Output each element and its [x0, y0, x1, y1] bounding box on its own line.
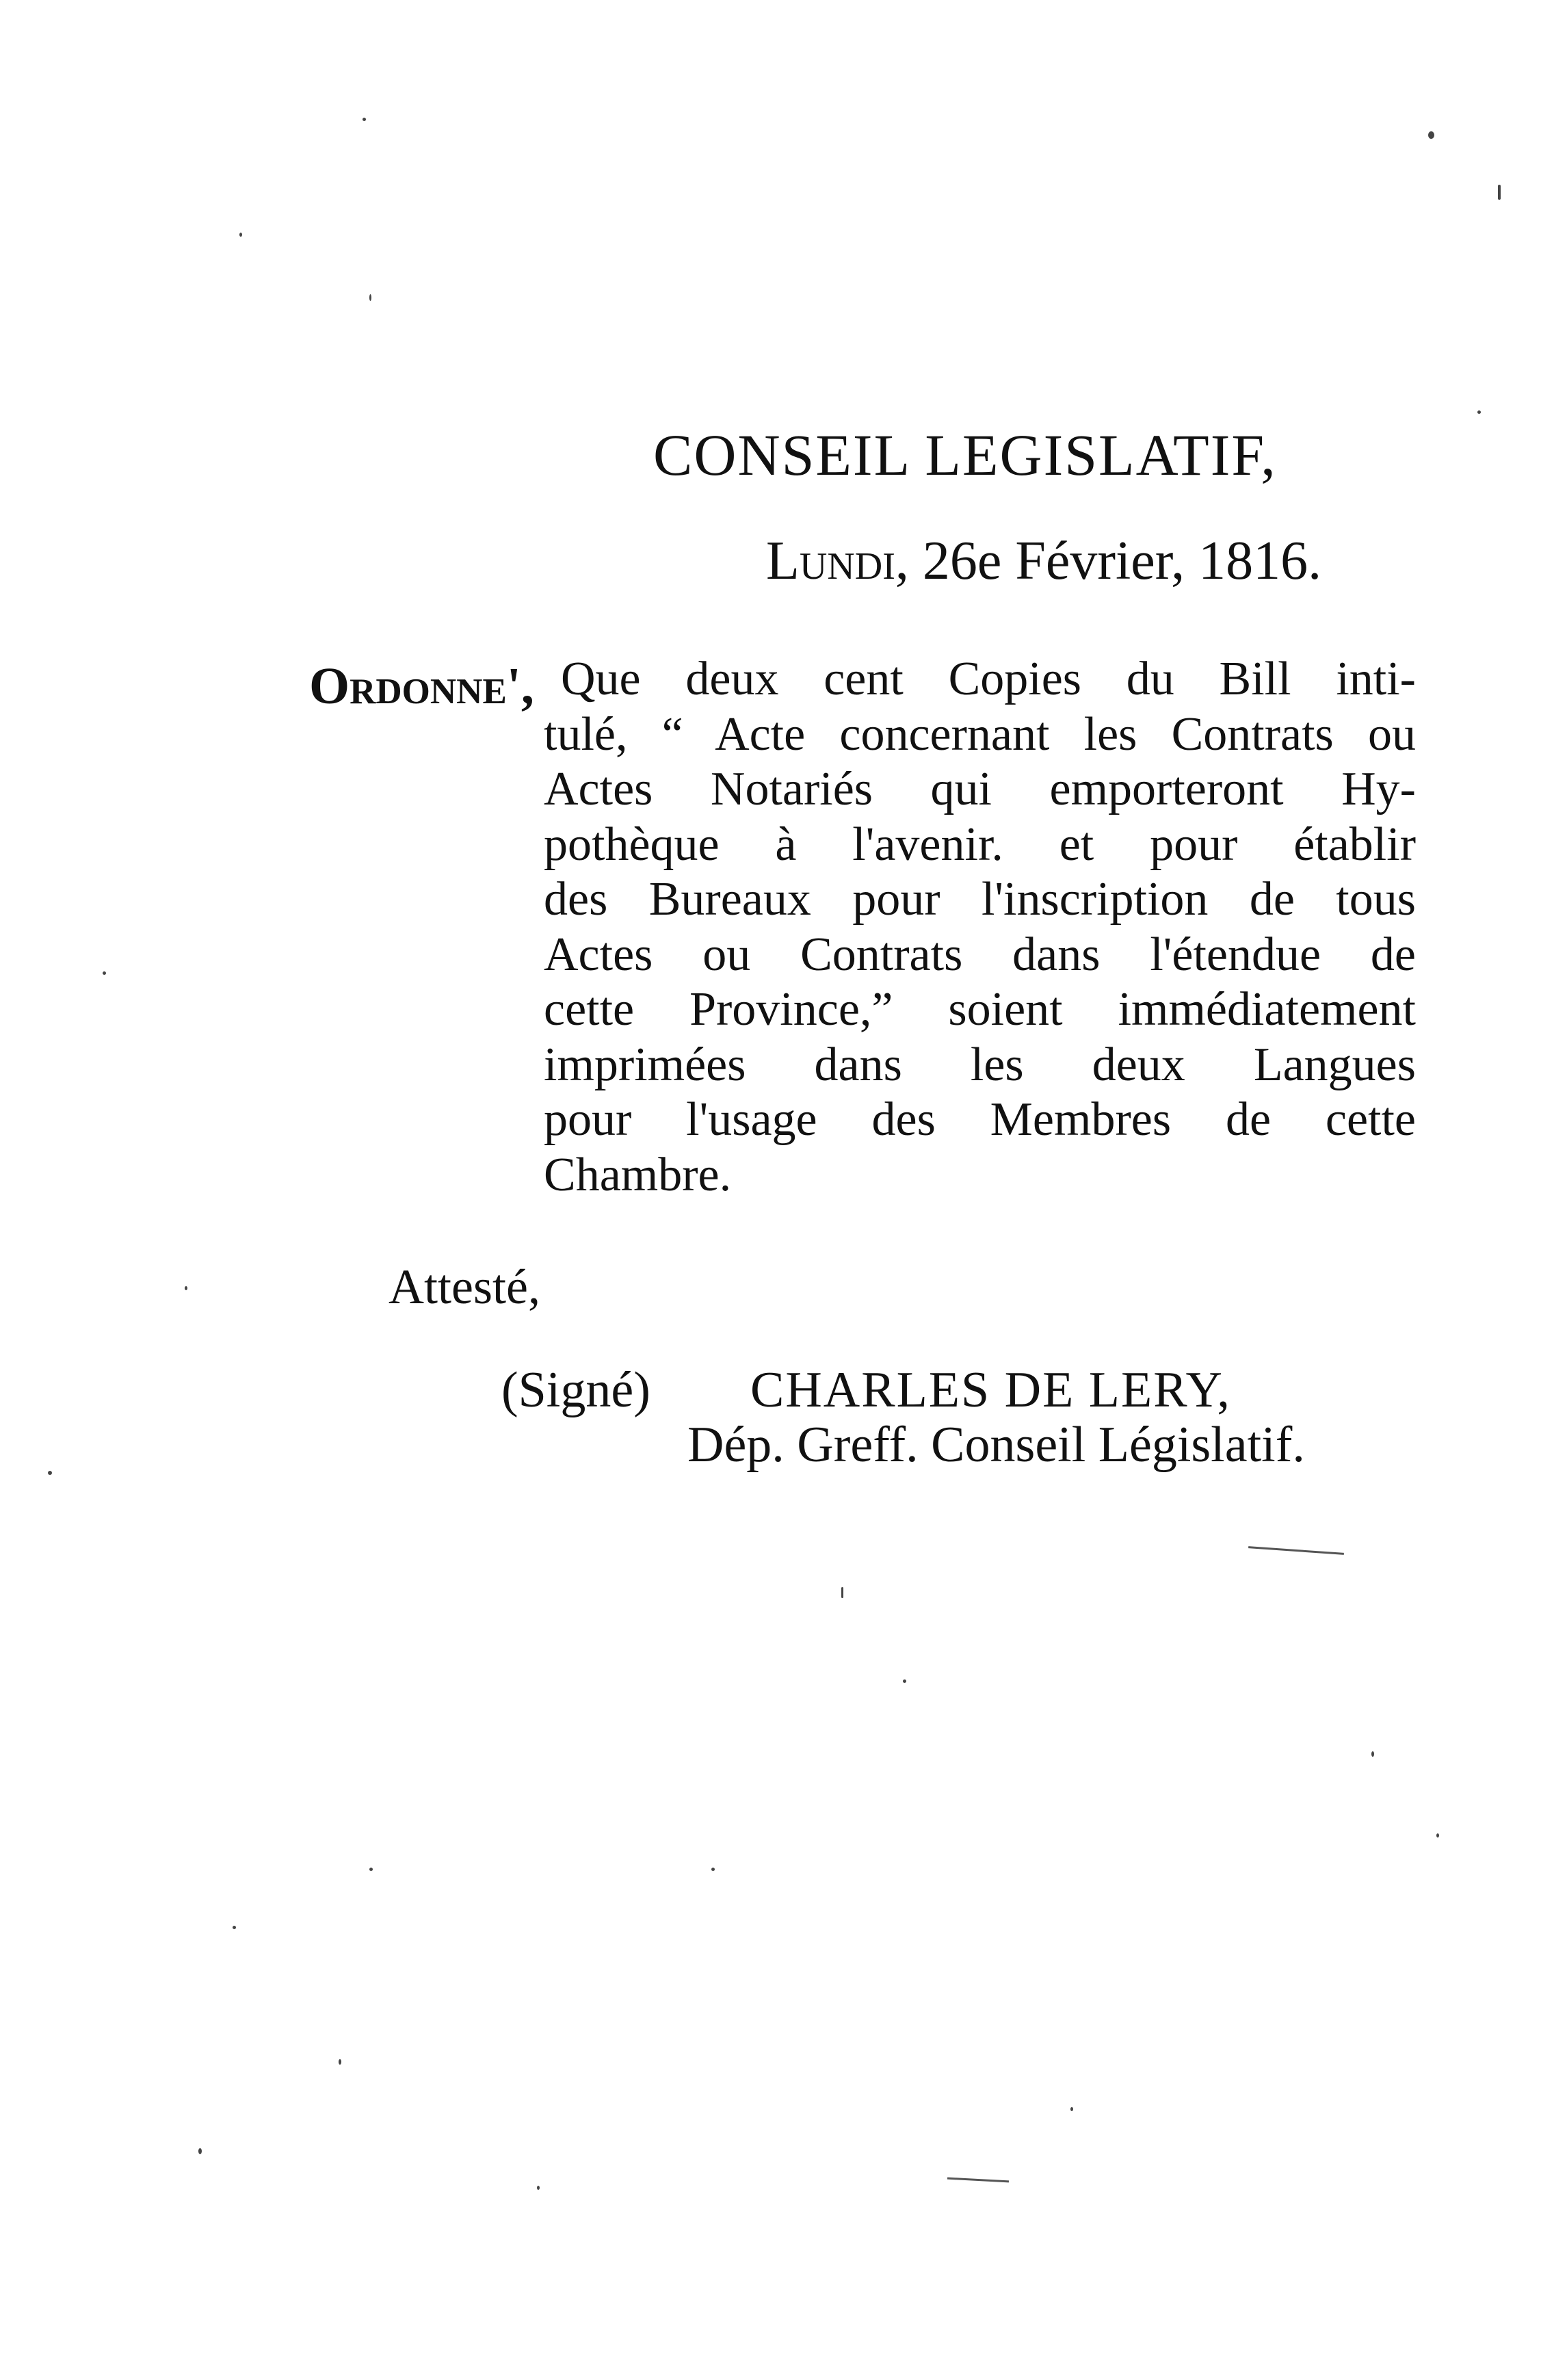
- order-line: pothèque à l'avenir. et pour établir: [544, 818, 1416, 871]
- scan-speck: [369, 294, 371, 301]
- scan-speck: [711, 1868, 715, 1871]
- scan-speck: [1371, 1751, 1374, 1757]
- scan-speck: [903, 1679, 906, 1683]
- order-line: Que deux cent Copies du Bill inti-: [561, 653, 1416, 705]
- scan-speck: [48, 1471, 52, 1475]
- scan-speck: [239, 233, 242, 237]
- signed-label: (Signé): [501, 1362, 650, 1418]
- scan-dash: [1248, 1546, 1344, 1555]
- order-line: tulé, “ Acte concernant les Contrats ou: [544, 707, 1416, 761]
- order-line: cette Province,” soient immédiatement: [544, 983, 1416, 1036]
- scan-speck: [1477, 410, 1481, 414]
- order-text: [544, 652, 1416, 1203]
- scan-dash: [947, 2178, 1009, 2183]
- page-title: CONSEIL LEGISLATIF,: [653, 422, 1277, 488]
- signer-name: CHARLES DE LERY,: [750, 1362, 1231, 1418]
- order-line: Actes Notariés qui emporteront Hy-: [544, 763, 1416, 815]
- order-line: des Bureaux pour l'inscription de tous: [544, 873, 1416, 926]
- scan-speck: [363, 118, 366, 121]
- signer-title: Dép. Greff. Conseil Législatif.: [687, 1417, 1305, 1473]
- scan-speck: [1436, 1833, 1439, 1838]
- scan-speck: [537, 2186, 540, 2190]
- order-line: Chambre.: [544, 1148, 732, 1201]
- scan-speck: [1428, 131, 1434, 139]
- scan-speck: [369, 1868, 373, 1871]
- scan-speck: [339, 2059, 341, 2065]
- scan-speck: [198, 2148, 202, 2154]
- attestation-label: Attesté,: [388, 1259, 540, 1314]
- order-line: Actes ou Contrats dans l'étendue de: [544, 928, 1416, 981]
- order-line: imprimées dans les deux Langues: [544, 1038, 1416, 1091]
- scan-speck: [233, 1926, 236, 1929]
- scan-speck: [185, 1286, 187, 1290]
- scan-speck: [1498, 185, 1501, 200]
- scan-speck: [841, 1587, 843, 1598]
- session-date: [766, 530, 1321, 592]
- session-date-rest: 26e Février, 1816.: [908, 531, 1322, 591]
- session-day: Lundi,: [766, 531, 909, 591]
- order-label: Ordonne',: [309, 657, 534, 715]
- scan-speck: [103, 971, 106, 975]
- scan-speck: [1070, 2107, 1073, 2111]
- order-line: pour l'usage des Membres de cette: [544, 1093, 1416, 1146]
